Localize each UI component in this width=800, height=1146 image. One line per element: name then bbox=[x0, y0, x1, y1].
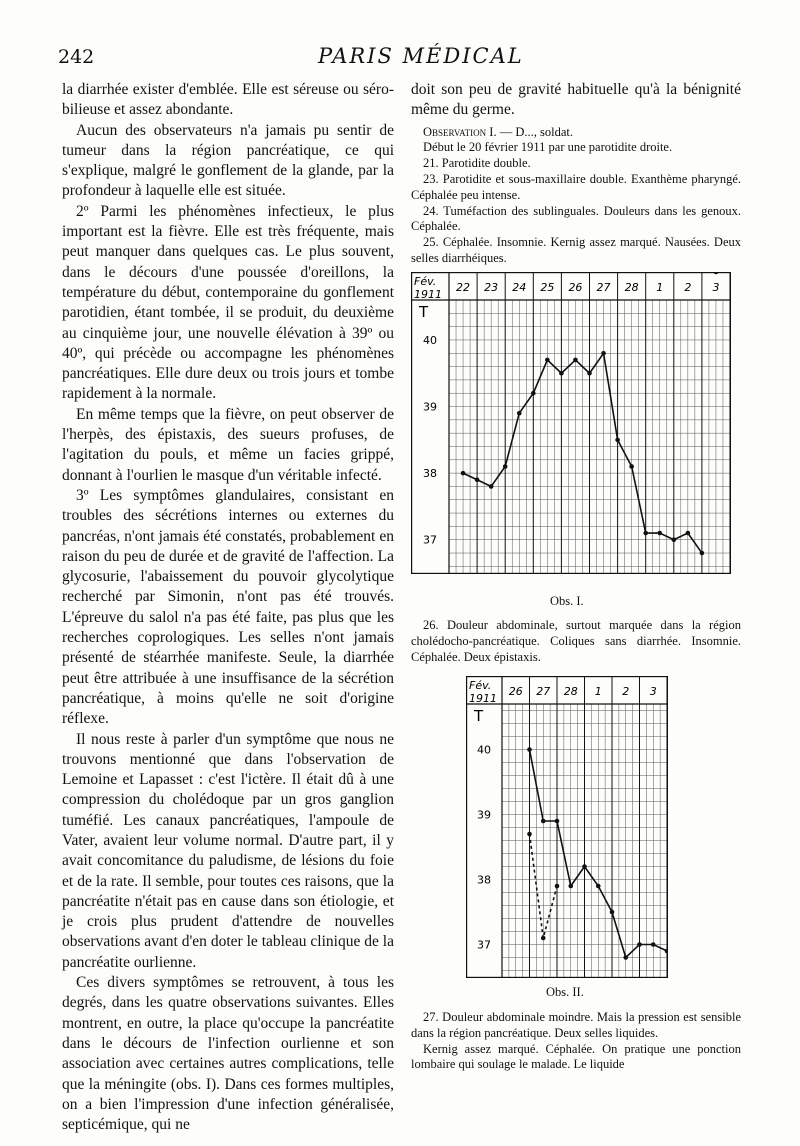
paragraph: doit son peu de gravité habituelle qu'à la bénignité même du germe. bbox=[411, 81, 741, 119]
day-label: 2 bbox=[622, 685, 630, 698]
observation-label: Observation I. bbox=[423, 124, 497, 139]
data-point bbox=[615, 438, 620, 443]
data-point bbox=[629, 464, 634, 469]
day-label: 26 bbox=[568, 281, 583, 294]
chart-svg bbox=[411, 272, 731, 574]
clinical-note: 24. Tuméfaction des sublinguales. Douleurs dans les genoux. Céphalée. bbox=[411, 203, 741, 234]
data-point bbox=[623, 955, 628, 960]
temperature-tick-label: 38 bbox=[423, 467, 437, 481]
chart-columns bbox=[502, 676, 667, 977]
day-label: 25 bbox=[540, 281, 555, 294]
clinical-note: 26. Douleur abdominale, surtout marquée dans la région cholédocho-pancréatique. Coliques sans diarrhée. Insomnie. Céphalée. Deux épistaxis. bbox=[411, 618, 741, 664]
data-point bbox=[555, 819, 560, 824]
data-point bbox=[686, 531, 691, 536]
right-column-middle bbox=[411, 618, 741, 665]
clinical-note: 21. Parotidite double. bbox=[423, 156, 531, 171]
temperature-tick-label: 40 bbox=[477, 743, 491, 757]
clinical-note: 27. Douleur abdominale moindre. Mais la pression est sensible dans la région pancréatique. Deux selles liquides. bbox=[411, 1010, 741, 1040]
observation-heading bbox=[411, 125, 741, 141]
corner-month: Fév. bbox=[469, 679, 492, 692]
data-point bbox=[461, 471, 466, 476]
corner-year: 1911 bbox=[469, 692, 497, 705]
chart-frame bbox=[467, 677, 668, 978]
data-point bbox=[568, 884, 573, 889]
data-point bbox=[573, 358, 578, 363]
data-point bbox=[559, 371, 564, 376]
clinical-note: 23. Parotidite et sous-maxillaire double. Exanthème pharyngé. Céphalée peu intense. bbox=[411, 171, 741, 202]
data-point bbox=[643, 531, 648, 536]
day-label: 27 bbox=[536, 685, 551, 698]
clinical-note: Kernig assez marqué. Céphalée. On pratique une ponction lombaire qui soulage le malade. Le liquide bbox=[411, 1041, 741, 1072]
data-point bbox=[601, 351, 606, 356]
page-number: 242 bbox=[58, 46, 95, 68]
right-column bbox=[411, 80, 741, 267]
observation-subject: — D..., soldat. bbox=[496, 124, 573, 139]
data-point bbox=[503, 464, 508, 469]
data-point bbox=[610, 910, 615, 915]
temperature-tick-label: 37 bbox=[423, 533, 437, 547]
data-point bbox=[531, 391, 536, 396]
left-column bbox=[62, 80, 394, 1135]
data-point bbox=[527, 832, 532, 837]
temperature-tick-label: 39 bbox=[423, 400, 437, 414]
temperature-tick-label: 39 bbox=[477, 808, 491, 822]
day-label: 3 bbox=[649, 685, 657, 698]
day-label: 24 bbox=[512, 281, 527, 294]
corner-year: 1911 bbox=[414, 288, 442, 301]
day-label: 26 bbox=[508, 685, 523, 698]
paragraph: Ces divers symptômes se retrouvent, à tous les degrés, dans les quatre observations suivantes. Elles montrent, en outre, la place qu'occupe la pancréatite dans le décours de l'infection ourlienne et son association avec certaines autres complications, telle que la méningite (obs. I). Dans ces formes multiples, on a bien l'impression d'une infection généralisée, septicémique, qui ne bbox=[62, 974, 394, 1134]
right-column-bottom bbox=[411, 1010, 741, 1073]
day-label: 3 bbox=[712, 281, 720, 294]
journal-title: PARIS MÉDICAL bbox=[318, 44, 524, 68]
data-point bbox=[637, 942, 642, 947]
temperature-tick-label: 37 bbox=[477, 938, 491, 952]
chart-frame bbox=[412, 273, 731, 574]
clinical-note: 25. Céphalée. Insomnie. Kernig assez marqué. Nausées. Deux selles diarrhéiques. bbox=[411, 235, 741, 265]
paragraph: Aucun des observateurs n'a jamais pu sentir de tumeur dans la région pancréatique, ce qui s'explique, malgré le gonflement de la glande, par la profondeur à laquelle elle est située. bbox=[62, 121, 394, 200]
paragraph: 3º Les symptômes glandulaires, consistant en troubles des sécrétions internes ou externes du pancréas, n'ont jamais été constatés, probablement en raison du peu de durée et de gravité de l'affection. La glycosurie, l'abaissement du pouvoir glycolytique recherché par Simonin, n'ont pas été trouvés. L'épreuve du salol n'a pas été faite, pas plus que les recherches coprologiques. Les selles n'ont jamais présenté de stéarrhée manifeste. Seule, la diarrhée peut être attribuée à une insuffisance de la sécrétion pancréatique, à moins qu'elle ne soit d'origine réflexe. bbox=[62, 486, 394, 728]
chart-caption-obs-2: Obs. II. bbox=[546, 985, 584, 999]
data-point bbox=[475, 477, 480, 482]
day-label: 27 bbox=[596, 281, 611, 294]
day-label: 23 bbox=[484, 281, 499, 294]
day-label: 1 bbox=[594, 685, 602, 698]
data-point bbox=[582, 864, 587, 869]
data-point bbox=[541, 819, 546, 824]
data-point bbox=[714, 272, 719, 274]
corner-month: Fév. bbox=[414, 275, 437, 288]
data-point bbox=[587, 371, 592, 376]
data-point bbox=[555, 884, 560, 889]
clinical-note: Début le 20 février 1911 par une parotidite droite. bbox=[423, 140, 673, 155]
data-point bbox=[527, 747, 532, 752]
data-point bbox=[541, 936, 546, 941]
y-axis-label: T bbox=[474, 707, 484, 725]
temperature-chart-obs-2 bbox=[466, 676, 668, 978]
paragraph: Il nous reste à parler d'un symptôme que nous ne trouvons mentionné que dans l'observation de Lemoine et Lapasset : c'est l'ictère. Il était dû à une compression du cholédoque par un gros ganglion tuméfié. Les canaux pancréatiques, l'ampoule de Vater, avaient leur volume normal. D'autre part, il y avait concomitance du paludisme, de lésions du foie et de la rate. Il semble, pour toutes ces raisons, que la pancréatite n'était pas en cause dans son étiologie, et je crois plus prudent d'attendre de nouvelles observations avant d'en doter le tableau clinique de la pancréatite ourlienne. bbox=[62, 730, 394, 971]
y-axis-label: T bbox=[419, 303, 429, 321]
day-label: 28 bbox=[624, 281, 639, 294]
data-point bbox=[517, 411, 522, 416]
data-point bbox=[596, 884, 601, 889]
chart-svg bbox=[466, 676, 668, 978]
day-label: 2 bbox=[684, 281, 692, 294]
data-point bbox=[651, 942, 656, 947]
paragraph: 2º Parmi les phénomènes infectieux, le plus important est la fièvre. Elle est très fréquente, mais peut manquer dans quelques cas. Le plus souvent, dans le décours d'une poussée d'oreillons, la température du début, contemporaine du gonflement parotidien, étant tombée, il se produit, du deuxième au cinquième jour, une nouvelle élévation à 39º ou 40º, qui précède ou accompagne les phénomènes pancréatiques. Elle dure deux ou trois jours et tombe rapidement à la normale. bbox=[62, 202, 394, 403]
data-point bbox=[672, 537, 677, 542]
paragraph: En même temps que la fièvre, on peut observer de l'herpès, des épistaxis, des sueurs profuses, de l'agitation du pouls, et même un facies grippé, donnant à l'ourlien le masque d'un véritable infecté. bbox=[62, 405, 394, 484]
temperature-tick-label: 40 bbox=[423, 333, 437, 347]
data-point bbox=[545, 358, 550, 363]
day-label: 28 bbox=[563, 685, 578, 698]
temperature-chart-obs-1 bbox=[411, 272, 731, 574]
paragraph: la diarrhée exister d'emblée. Elle est séreuse ou séro-bilieuse et assez abondante. bbox=[62, 81, 394, 119]
chart-caption-obs-1: Obs. I. bbox=[550, 594, 584, 608]
day-label: 1 bbox=[656, 281, 664, 294]
day-label: 22 bbox=[456, 281, 471, 294]
temperature-tick-label: 38 bbox=[477, 873, 491, 887]
data-point bbox=[657, 531, 662, 536]
data-point bbox=[489, 484, 494, 489]
data-point bbox=[700, 551, 705, 556]
